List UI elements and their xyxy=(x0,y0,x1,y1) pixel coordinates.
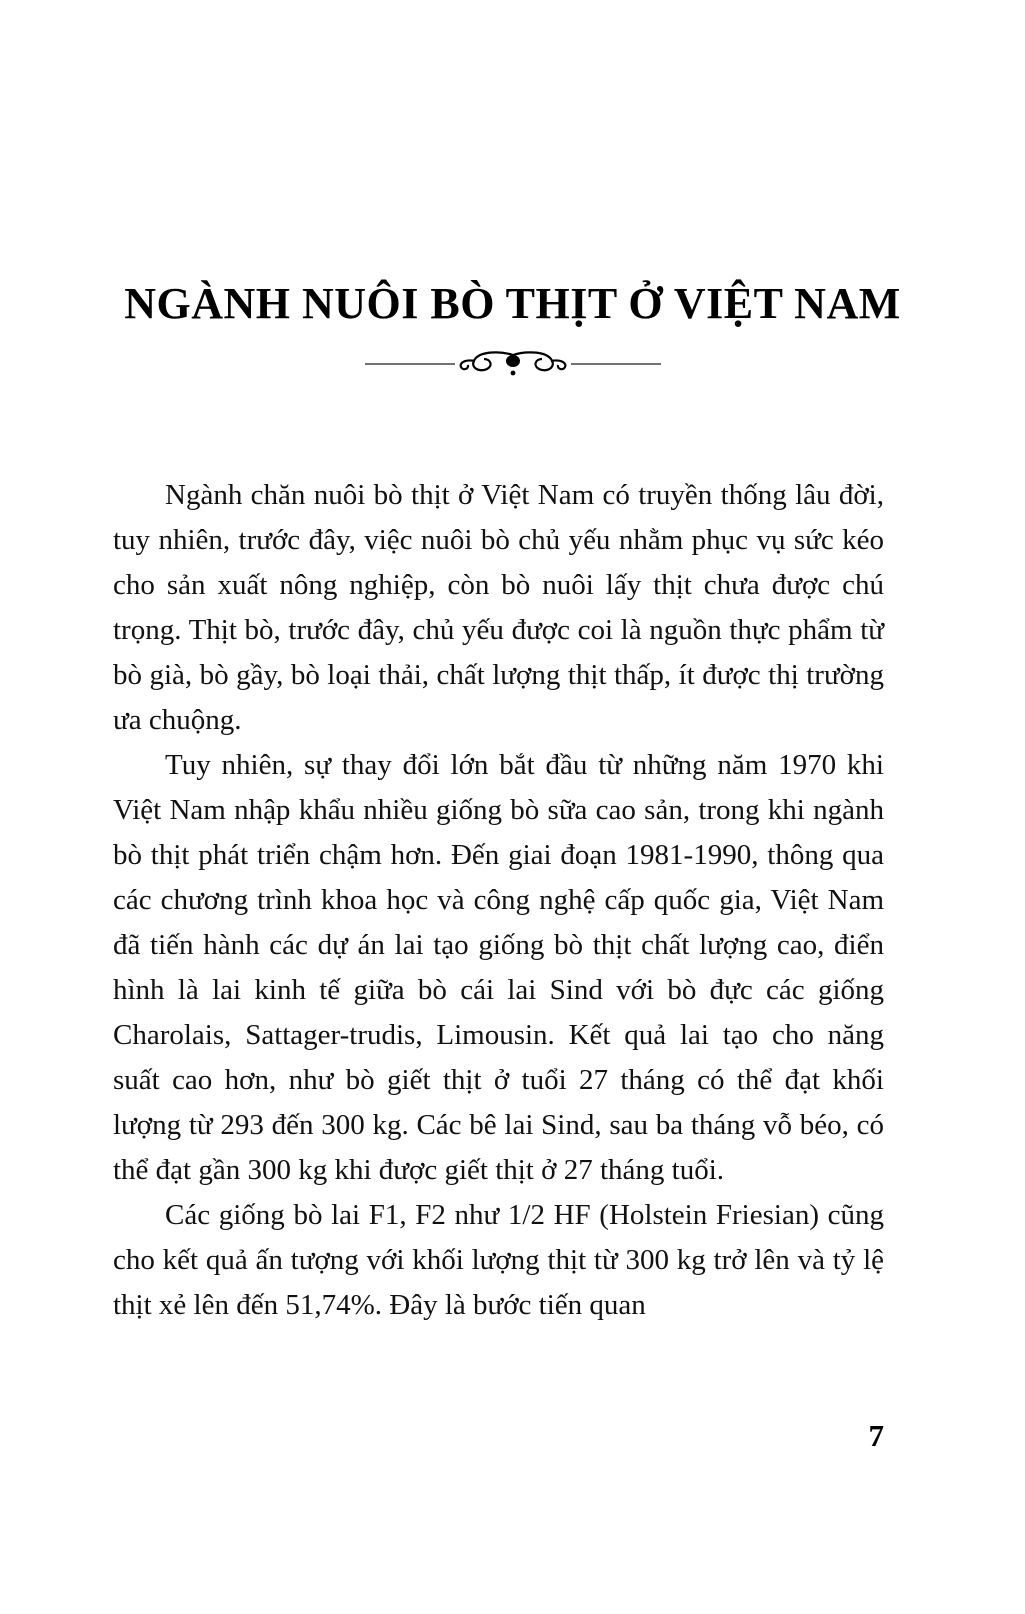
paragraph: Ngành chăn nuôi bò thịt ở Việt Nam có truyền thống lâu đời, tuy nhiên, trước đây, việc nuôi bò chủ yếu nhằm phục vụ sức kéo cho sản xuất nông nghiệp, còn bò nuôi lấy thịt chưa được chú trọng. Thịt bò, trước đây, chủ yếu được coi là nguồn thực phẩm từ bò già, bò gầy, bò loại thải, chất lượng thịt thấp, ít được thị trường ưa chuộng. xyxy=(113,479,884,736)
body-text xyxy=(0,381,1025,1328)
chapter-title: NGÀNH NUÔI BÒ THỊT Ở VIỆT NAM xyxy=(124,279,901,328)
ornament-divider-icon xyxy=(363,347,663,381)
page-number: 7 xyxy=(868,1418,884,1453)
paragraph: Các giống bò lai F1, F2 như 1/2 HF (Holstein Friesian) cũng cho kết quả ấn tượng với khối lượng thịt từ 300 kg trở lên và tỷ lệ thịt xẻ lên đến 51,74%. Đây là bước tiến quan xyxy=(113,1199,884,1321)
paragraph: Tuy nhiên, sự thay đổi lớn bắt đầu từ những năm 1970 khi Việt Nam nhập khẩu nhiều giống bò sữa cao sản, trong khi ngành bò thịt phát triển chậm hơn. Đến giai đoạn 1981-1990, thông qua các chương trình khoa học và công nghệ cấp quốc gia, Việt Nam đã tiến hành các dự án lai tạo giống bò thịt chất lượng cao, điển hình là lai kinh tế giữa bò cái lai Sind với bò đực các giống Charolais, Sattager-trudis, Limousin. Kết quả lai tạo cho năng suất cao hơn, như bò giết thịt ở tuổi 27 tháng có thể đạt khối lượng từ 293 đến 300 kg. Các bê lai Sind, sau ba tháng vỗ béo, có thể đạt gần 300 kg khi được giết thịt ở 27 tháng tuổi. xyxy=(113,749,884,1186)
